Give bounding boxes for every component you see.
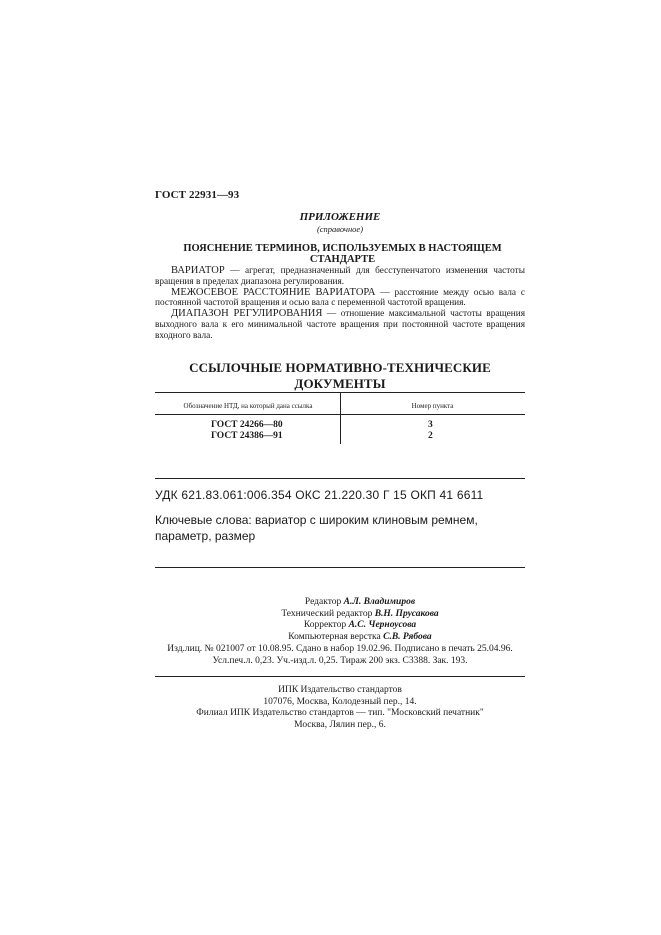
table-column-header: Обозначение НТД, на который дана ссылка xyxy=(183,402,313,410)
separator-rule xyxy=(155,676,525,677)
credit-name: А.С. Черноусова xyxy=(348,620,417,630)
document-code: ГОСТ 22931—93 xyxy=(155,189,240,201)
print-info-line: Усл.печ.л. 0,23. Уч.-изд.л. 0,25. Тираж 200 экз. С3388. Зак. 193. xyxy=(212,655,468,666)
term-definition: — агрегат, предназначенный для бесступенчатого изменения частоты вращения в пределах диапазона регулирования. xyxy=(155,266,525,287)
term-entry xyxy=(155,288,525,310)
keywords: Ключевые слова: вариатор с широким клиновым ремнем, параметр, размер xyxy=(155,513,478,543)
table-cell-document: ГОСТ 24386—91 xyxy=(211,431,283,441)
credit-name: С.В. Рябова xyxy=(383,631,432,642)
term-name: ВАРИАТОР xyxy=(171,265,225,276)
credit-role: Технический редактор xyxy=(281,608,375,619)
separator-rule xyxy=(155,478,525,479)
separator-rule xyxy=(155,567,525,568)
classification-codes: УДК 621.83.061:006.354 ОКС 21.220.30 Г 15 ОКП 41 6611 xyxy=(155,488,484,502)
credit-line xyxy=(230,620,490,632)
credit-name: В.Н. Прусакова xyxy=(374,608,439,619)
publisher-block xyxy=(155,685,525,731)
annex-title: ПРИЛОЖЕНИЕ xyxy=(299,211,381,223)
publisher-line: Москва, Лялин пер., 6. xyxy=(294,719,386,730)
publisher-line: 107076, Москва, Колодезный пер., 14. xyxy=(263,696,417,707)
credits-block xyxy=(230,597,490,643)
credit-name: А.Л. Владимиров xyxy=(343,597,416,607)
term-entry xyxy=(155,266,525,288)
table-cell-clause: 2 xyxy=(428,431,433,441)
publisher-line: Филиал ИПК Издательство стандартов — тип. "Московский печатник" xyxy=(196,708,484,718)
table-column-header: Номер пункта xyxy=(411,402,454,410)
table-column-divider xyxy=(340,392,341,444)
credit-role: Корректор xyxy=(303,620,349,630)
table-cell-clause: 3 xyxy=(428,420,433,430)
table-cell-document: ГОСТ 24266—80 xyxy=(211,420,283,430)
credit-role: Редактор xyxy=(304,597,344,607)
publisher-line: ИПК Издательство стандартов xyxy=(278,685,402,695)
print-info xyxy=(155,644,525,667)
term-name: МЕЖОСЕВОЕ РАССТОЯНИЕ ВАРИАТОРА xyxy=(171,286,376,298)
credit-role: Компьютерная верстка xyxy=(288,631,384,642)
credit-line xyxy=(230,597,490,609)
terms-heading: ПОЯСНЕНИЕ ТЕРМИНОВ, ИСПОЛЬЗУЕМЫХ В НАСТОЯЩЕМ СТАНДАРТЕ xyxy=(183,243,502,265)
print-info-line: Изд.лиц. № 021007 от 10.08.95. Сдано в набор 19.02.96. Подписано в печать 25.04.96. xyxy=(167,644,513,654)
term-entry xyxy=(155,309,525,341)
term-definition: — расстояние между осью вала с постоянной частотой вращения и осью вала с переменной частотой вращения. xyxy=(155,287,525,309)
references-heading: ССЫЛОЧНЫЕ НОРМАТИВНО-ТЕХНИЧЕСКИЕ ДОКУМЕНТЫ xyxy=(189,360,491,391)
terms-list xyxy=(155,266,525,342)
term-name: ДИАПАЗОН РЕГУЛИРОВАНИЯ xyxy=(171,308,323,320)
credit-line xyxy=(230,609,490,621)
credit-line xyxy=(230,632,490,644)
term-definition: — отношение максимальной частоты вращения выходного вала к его минимальной частоте вращения при постоянной частоте вращения входного вала. xyxy=(155,309,525,341)
annex-subtitle: (справочное) xyxy=(316,224,364,234)
